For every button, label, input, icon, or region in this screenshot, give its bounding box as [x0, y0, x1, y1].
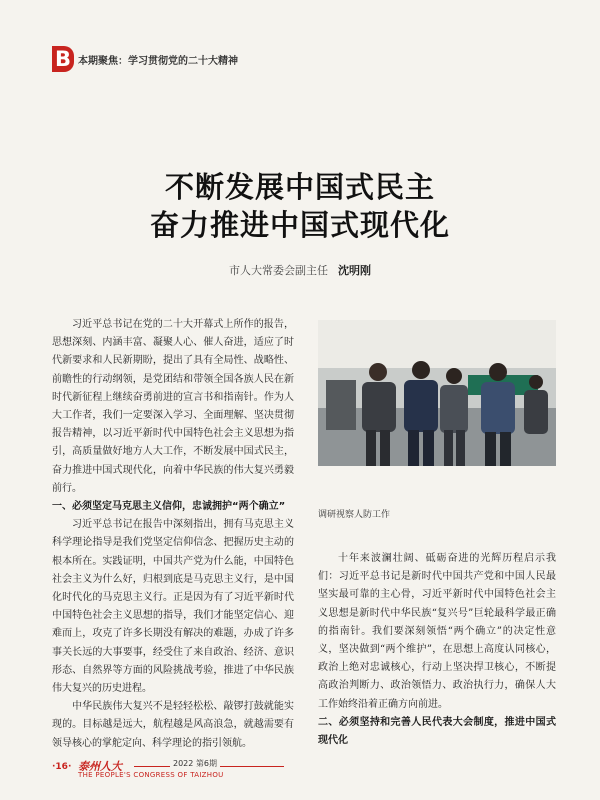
- paragraph: 十年来波澜壮阔、砥砺奋进的光辉历程启示我们：习近平总书记是新时代中国共产党和中国人民最坚实最可靠的主心骨，习近平新时代中国特色社会主义思想是新时代中华民族“复兴号”巨轮最科学最正确的指南针。我们要深刻领悟“两个确立”的决定性意义，坚决做到“两个维护”，在思想上高度认同核心，政治上绝对忠诚核心，行动上坚决捍卫核心，不断提高政治判断力、政治领悟力、政治执行力，确保人大工作始终沿着正确方向前进。: [318, 553, 556, 710]
- right-column: [318, 550, 556, 750]
- issue-label: 2022 第6期: [170, 758, 220, 769]
- byline-role: 市人大常委会副主任: [229, 264, 328, 277]
- paragraph: 中华民族伟大复兴不是轻轻松松、敲锣打鼓就能实现的。目标越是远大，航程越是风高浪急，就越需要有领导核心的掌舵定向、科学理论的指引领航。: [52, 701, 294, 749]
- paragraph: 习近平总书记在报告中深刻指出，拥有马克思主义科学理论指导是我们党坚定信仰信念、把握历史主动的根本所在。实践证明，中国共产党为什么能，中国特色社会主义为什么好，归根到底是马克思主义行，是中国化时代化的马克思主义行。正是因为有了习近平新时代中国特色社会主义思想的指导，我们才能坚定信心、迎难而上，攻克了许多长期没有解决的难题，办成了许多事关长远的大事要事，经受住了来自政治、经济、意识形态、自然界等方面的风险挑战考验，推进了中华民族伟大复兴的历史进程。: [52, 519, 294, 695]
- section-logo: B: [52, 46, 74, 72]
- photo-caption: 调研视察人防工作: [318, 510, 391, 520]
- article-photo: [318, 320, 556, 466]
- byline-name: 沈明刚: [338, 264, 371, 277]
- magazine-logo: 泰州人大: [78, 760, 122, 773]
- paragraph: 习近平总书记在党的二十大开幕式上所作的报告，思想深刻、内涵丰富、凝聚人心、催人奋进，适应了时代新要求和人民新期盼，提出了具有全局性、战略性、前瞻性的行动纲领，是党团结和带领全国各族人民在新时代新征程上继续奋勇前进的宣言书和指南针。作为人大工作者，我们一定要深入学习、全面理解、坚决贯彻报告精神，以习近平新时代中国特色社会主义思想为指引，高质量做好地方人大工作，不断发展中国式民主，奋力推进中国式现代化，向着中华民族的伟大复兴勇毅前行。: [52, 319, 294, 494]
- section-title: 本期聚焦：学习贯彻党的二十大精神: [78, 55, 238, 67]
- article-title-line2: 奋力推进中国式现代化: [149, 208, 450, 242]
- page-footer: [52, 758, 552, 782]
- byline: [0, 262, 600, 278]
- section-heading-2: 二、必须坚持和完善人民代表大会制度，推进中国式现代化: [318, 716, 556, 747]
- section-heading-1: 一、必须坚定马克思主义信仰，忠诚拥护“两个确立”: [52, 501, 286, 513]
- section-header: [52, 45, 238, 73]
- left-column: [52, 316, 294, 753]
- photo-illustration: [318, 320, 556, 466]
- magazine-english-name: THE PEOPLE'S CONGRESS OF TAIZHOU: [78, 771, 224, 779]
- article-title-line1: 不断发展中国式民主: [164, 170, 435, 204]
- page-number: ·16·: [52, 762, 72, 772]
